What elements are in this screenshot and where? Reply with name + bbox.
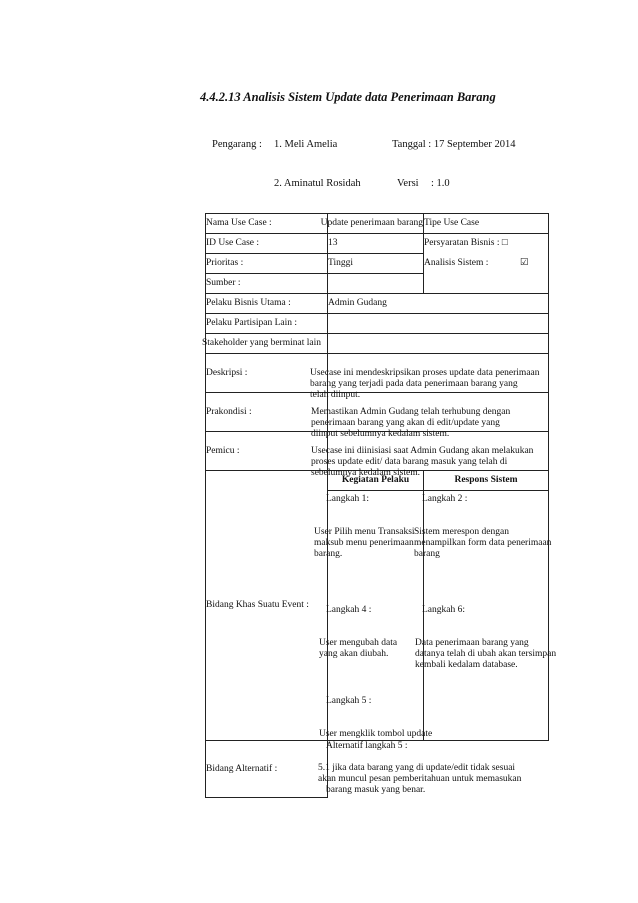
step-6-label: Langkah 6: [422,605,466,615]
row-name [206,214,549,234]
author-1: 1. Meli Amelia [274,139,338,150]
description-value-cell: Usecase ini mendeskripsikan proses update data penerimaan barang yang terjadi pada data penerimaan barang yang telah diinput. [328,354,549,393]
step-1-text: User Pilih menu Transaksi maksub menu penerimaan barang. [314,527,415,559]
version-label: Versi [397,178,419,189]
trigger-value-cell: Usecase ini diinisiasi saat Admin Gudang akan melakukan proses update edit/ data barang masuk yang telah di sebelumnya kedalam sistem. [328,432,549,471]
alternative-value-cell: Alternatif langkah 5 : 5.1 jika data barang yang di update/edit tidak sesuai akan muncul pesan pemberitahuan untuk memasukan barang masuk yang benar. [328,741,549,798]
system-column-header: Respons Sistem [424,471,549,491]
step-2-label: Langkah 2 : [422,494,468,504]
step-4-label: Langkah 4 : [326,605,372,615]
row-stakeholder [206,334,549,354]
row-priority [206,254,549,274]
analysis-cell [424,254,549,294]
priority-label-cell: Prioritas : [206,254,328,274]
version-value: : 1.0 [431,178,450,189]
step-2-text: Sistem merespon dengan menampilkan form data penerimaan barang [414,527,552,559]
other-actor-value-cell [328,314,549,334]
row-alternative [206,741,549,798]
step-5-label: Langkah 5 : [326,696,372,706]
author-2: 2. Aminatul Rosidah [274,178,361,189]
req-cell: Persyaratan Bisnis : □ [424,234,549,254]
section-title: 4.4.2.13 Analisis Sistem Update data Penerimaan Barang [200,90,496,104]
actor-label-cell: Pelaku Bisnis Utama : [206,294,328,314]
name-value-cell: Update penerimaan barang [328,214,424,234]
typical-label-cell: Bidang Khas Suatu Event : [206,471,328,741]
priority-value-cell: Tinggi [328,254,424,274]
stakeholder-label-cell: Stakeholder yang berminat lain [206,334,328,354]
id-value-cell: 13 [328,234,424,254]
precondition-value-cell: Memastikan Admin Gudang telah terhubung dengan penerimaan barang yang akan di edit/update yang diinput sebelumnya kedalam sistem. [328,393,549,432]
row-id [206,234,549,254]
checkbox-checked-icon: ☑ [520,257,529,268]
row-precondition [206,393,549,432]
other-actor-label-cell: Pelaku Partisipan Lain : [206,314,328,334]
step-4-text: User mengubah data yang akan diubah. [319,638,398,659]
step-5-text: User mengklik tombol update [319,729,433,739]
use-case-table [202,213,557,798]
description-label-cell: Deskripsi : [206,354,328,393]
alternative-label-cell: Bidang Alternatif : [206,741,328,798]
trigger-label-cell: Pemicu : [206,432,328,471]
actor-column-header: Kegiatan Pelaku [328,471,424,491]
source-value-cell [328,274,424,294]
date-label: Tanggal : 17 September 2014 [392,139,516,150]
row-other-actor [206,314,549,334]
type-label-cell: Tipe Use Case [424,214,549,234]
stakeholder-value-cell [328,334,549,354]
system-steps-cell [414,491,557,741]
step-6-text: Data penerimaan barang yang datanya telah di ubah akan tersimpan kembali kedalam database. [415,638,557,670]
author-label: Pengarang : [212,139,262,150]
row-description [206,354,549,393]
analysis-label: Analisis Sistem : [424,257,489,268]
source-label-cell: Sumber : [206,274,328,294]
step-1-label: Langkah 1: [326,494,370,504]
row-actor [206,294,549,314]
actor-steps-cell [314,491,433,741]
actor-value-cell: Admin Gudang [328,294,549,314]
id-label-cell: ID Use Case : [206,234,328,254]
name-label-cell: Nama Use Case : [206,214,328,234]
precondition-label-cell: Prakondisi : [206,393,328,432]
